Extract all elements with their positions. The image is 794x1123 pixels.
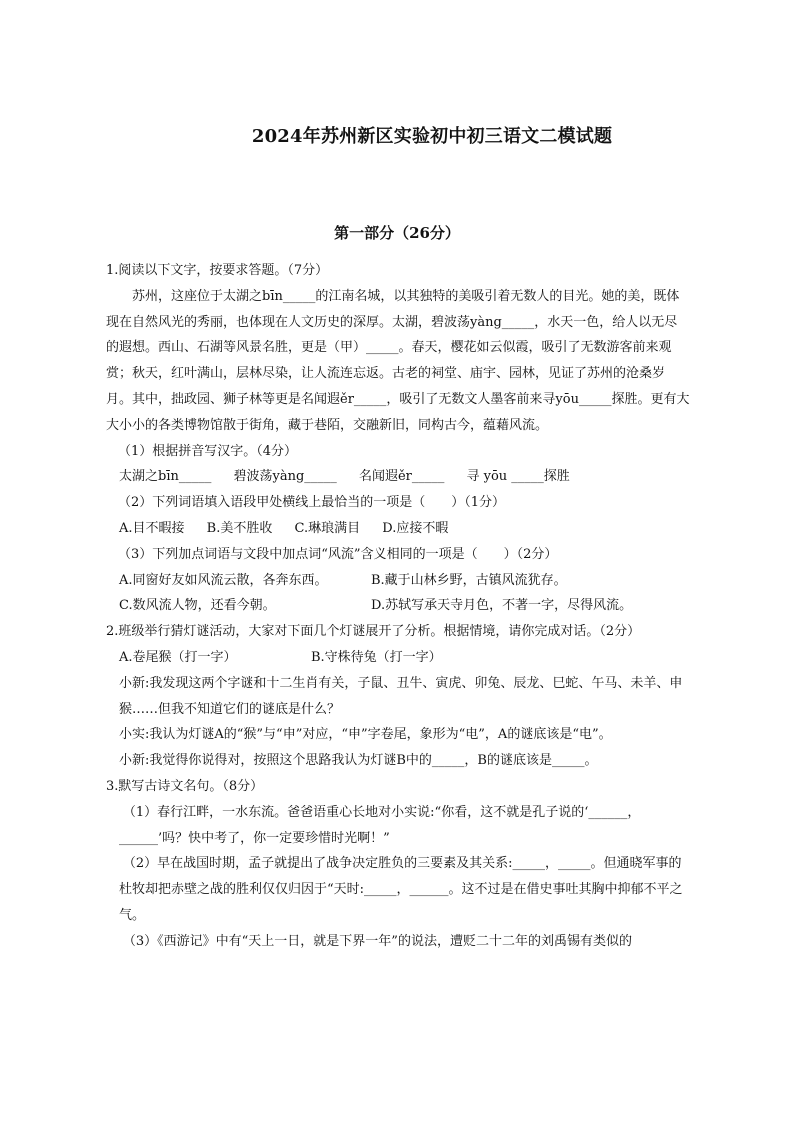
pinyin-items — [106, 464, 690, 490]
q1-sub2-options — [106, 516, 690, 542]
dialog-line: 小新:我发现这两个字谜和十二生肖有关，子鼠、丑牛、寅虎、卯兔、辰龙、巳蛇、午马、未羊、申猴……但我不知道它们的谜底是什么？ — [119, 675, 683, 717]
q3-item-2: （2）早在战国时期，孟子就提出了战争决定胜负的三要素及其关系:_____，_____。但通晓军事的杜牧却把赤壁之战的胜利仅仅归因于“天时:_____，______。这不过是在借史事吐其胸中抑郁不平之气。 — [119, 856, 683, 923]
option-b: B.藏于山林乡野，古镇风流犹存。 — [371, 572, 567, 588]
q1-sub2: （2）下列词语填入语段甲处横线上最恰当的一项是（ ）（1分） — [118, 495, 506, 511]
option-d: D.苏轼写承天寺月色，不著一字，尽得风流。 — [371, 598, 633, 614]
option-b: B.美不胜收 — [206, 520, 273, 536]
option-a: A.目不暇接 — [119, 520, 185, 536]
q3-item-1: （1）春行江畔，一水东流。爸爸语重心长地对小实说:“你看，这不就是孔子说的‘______，______’吗？快中考了，你一定要珍惜时光啊！” — [119, 804, 641, 846]
option-d: D.应接不暇 — [382, 520, 449, 536]
option-a: A.同窗好友如风流云散，各奔东西。 — [119, 572, 328, 588]
question-3-stem: 3.默写古诗文名句。（8分） — [106, 778, 264, 794]
q1-sub3-options-row2 — [106, 593, 690, 619]
q1-sub3-options-row1 — [106, 568, 690, 594]
q1-sub1: （1）根据拼音写汉字。（4分） — [118, 443, 298, 459]
riddle-a: A.卷尾猴（打一字） — [119, 649, 237, 665]
riddle-options — [106, 645, 690, 671]
question-1-stem: 1.阅读以下文字，按要求答题。（7分） — [106, 263, 329, 278]
option-c: C.琳琅满目 — [294, 520, 361, 536]
section-heading: 第一部分（26分） — [334, 224, 460, 242]
riddle-b: B.守株待兔（打一字） — [311, 649, 442, 665]
dialog-line: 小实:我认为灯谜A的“猴”与“申”对应，“申”字卷尾，象形为“电”，A的谜底该是“电”。 — [119, 727, 612, 743]
reading-passage: 苏州，这座位于太湖之bīn_____的江南名城，以其独特的美吸引着无数人的目光。她的美，既体现在自然风光的秀丽，也体现在人文历史的深厚。太湖，碧波荡yàng_____，水天一色，给人以无尽的遐想。西山、石湖等风景名胜，更是（甲）_____。春天，樱花如云似霞，吸引了无数游客前来观赏；秋天，红叶满山，层林尽染，让人流连忘返。古老的祠堂、庙宇、园林，见证了苏州的沧桑岁月。其中，拙政园、狮子林等更是名闻遐ěr_____，吸引了无数文人墨客前来寻yōu_____探胜。更有大大小小的各类博物馆散于街角，藏于巷陌，交融新旧，同构古今，蕴藉风流。 — [106, 288, 690, 433]
pinyin-item: 寻 yōu _____探胜 — [466, 469, 570, 485]
exam-content — [106, 258, 690, 955]
pinyin-item: 太湖之bīn_____ — [119, 469, 212, 485]
dialog-line: 小新:我觉得你说得对，按照这个思路我认为灯谜B中的_____，B的谜底该是_____。 — [119, 753, 598, 769]
option-c: C.数风流人物，还看今朝。 — [119, 598, 276, 614]
q3-item-3: （3）《西游记》中有“天上一日，就是下界一年”的说法，遭贬二十二年的刘禹锡有类似的 — [122, 933, 632, 949]
pinyin-item: 名闻遐ěr_____ — [358, 469, 445, 485]
q1-sub3: （3）下列加点词语与文段中加点词“风流”含义相同的一项是（ ）（2分） — [118, 546, 558, 562]
question-2-stem: 2.班级举行猜灯谜活动，大家对下面几个灯谜展开了分析。根据情境，请你完成对话。（2分） — [106, 624, 641, 640]
page-title: 2024年苏州新区实验初中初三语文二模试题 — [251, 126, 613, 147]
pinyin-item: 碧波荡yàng_____ — [233, 469, 337, 485]
